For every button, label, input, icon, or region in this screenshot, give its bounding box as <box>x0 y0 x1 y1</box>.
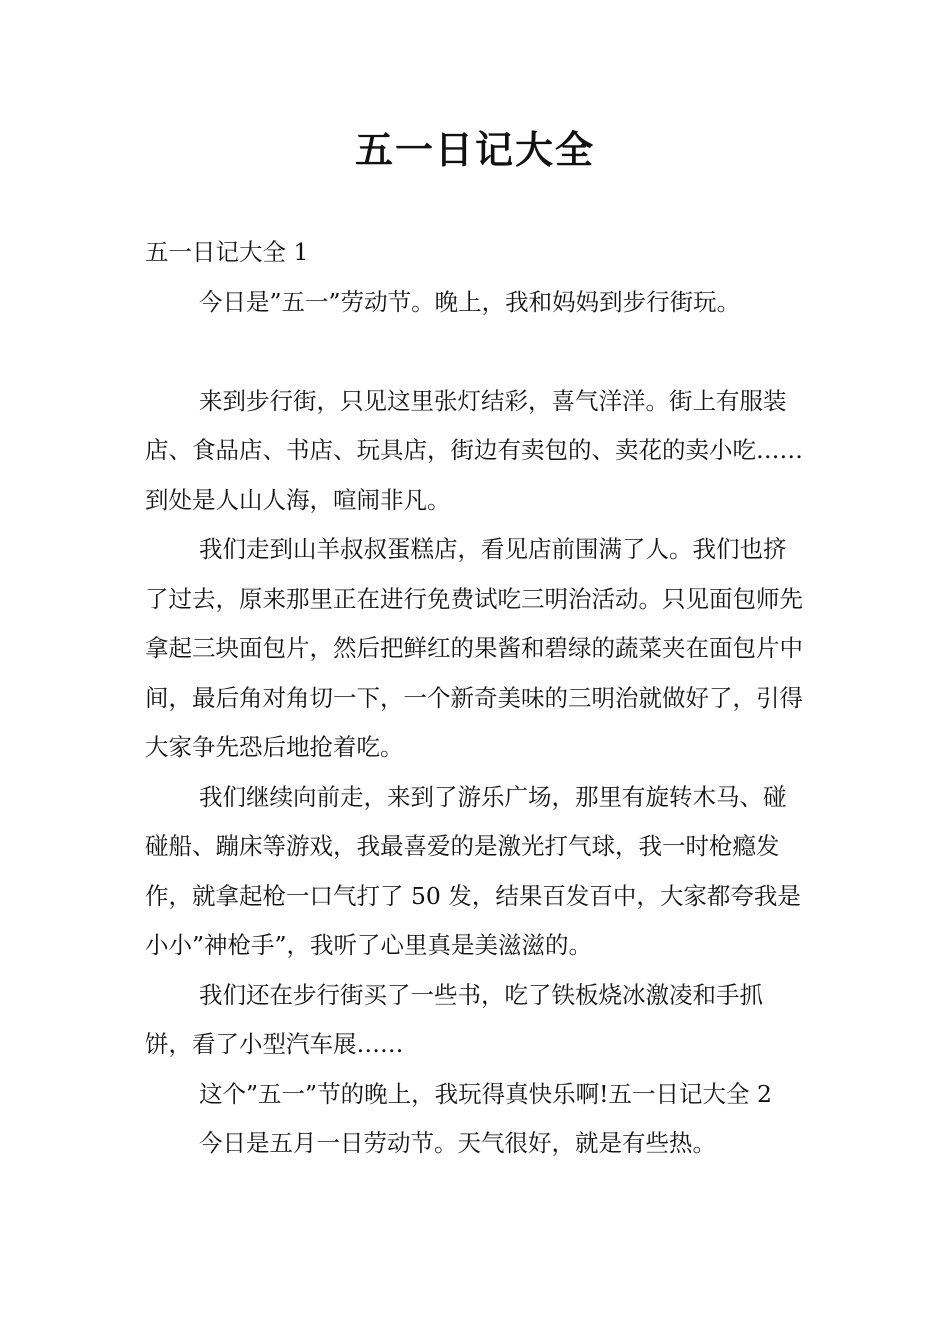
section-heading: 五一日记大全 1 <box>145 238 309 266</box>
document-body <box>145 228 810 1169</box>
paragraph: 这个”五一”节的晚上，我玩得真快乐啊!五一日记大全 2 <box>199 1079 772 1108</box>
paragraph: 来到步行街，只见这里张灯结彩，喜气洋洋。街上有服装店、食品店、书店、玩具店，街边有卖包的、卖花的卖小吃……到处是人山人海，喧闹非凡。 <box>145 386 803 514</box>
document-title: 五一日记大全 <box>354 128 595 172</box>
paragraph: 我们走到山羊叔叔蛋糕店，看见店前围满了人。我们也挤了过去，原来那里正在进行免费试吃三明治活动。只见面包师先拿起三块面包片，然后把鲜红的果酱和碧绿的蔬菜夹在面包片中间，最后角对角切一下，一个新奇美味的三明治就做好了，引得大家争先恐后地抢着吃。 <box>145 535 803 761</box>
paragraph: 我们继续向前走，来到了游乐广场，那里有旋转木马、碰碰船、蹦床等游戏，我最喜爱的是激光打气球，我一时枪瘾发作，就拿起枪一口气打了 50 发，结果百发百中，大家都夸我是小小”神枪手”，我听了心里真是美滋滋的。 <box>145 782 801 959</box>
paragraph-spacer <box>145 327 810 377</box>
paragraph: 今日是”五一”劳动节。晚上，我和妈妈到步行街玩。 <box>199 287 741 316</box>
paragraph: 今日是五月一日劳动节。天气很好，就是有些热。 <box>199 1129 717 1157</box>
paragraph: 我们还在步行街买了一些书，吃了铁板烧冰激凌和手抓饼，看了小型汽车展…… <box>145 980 764 1058</box>
